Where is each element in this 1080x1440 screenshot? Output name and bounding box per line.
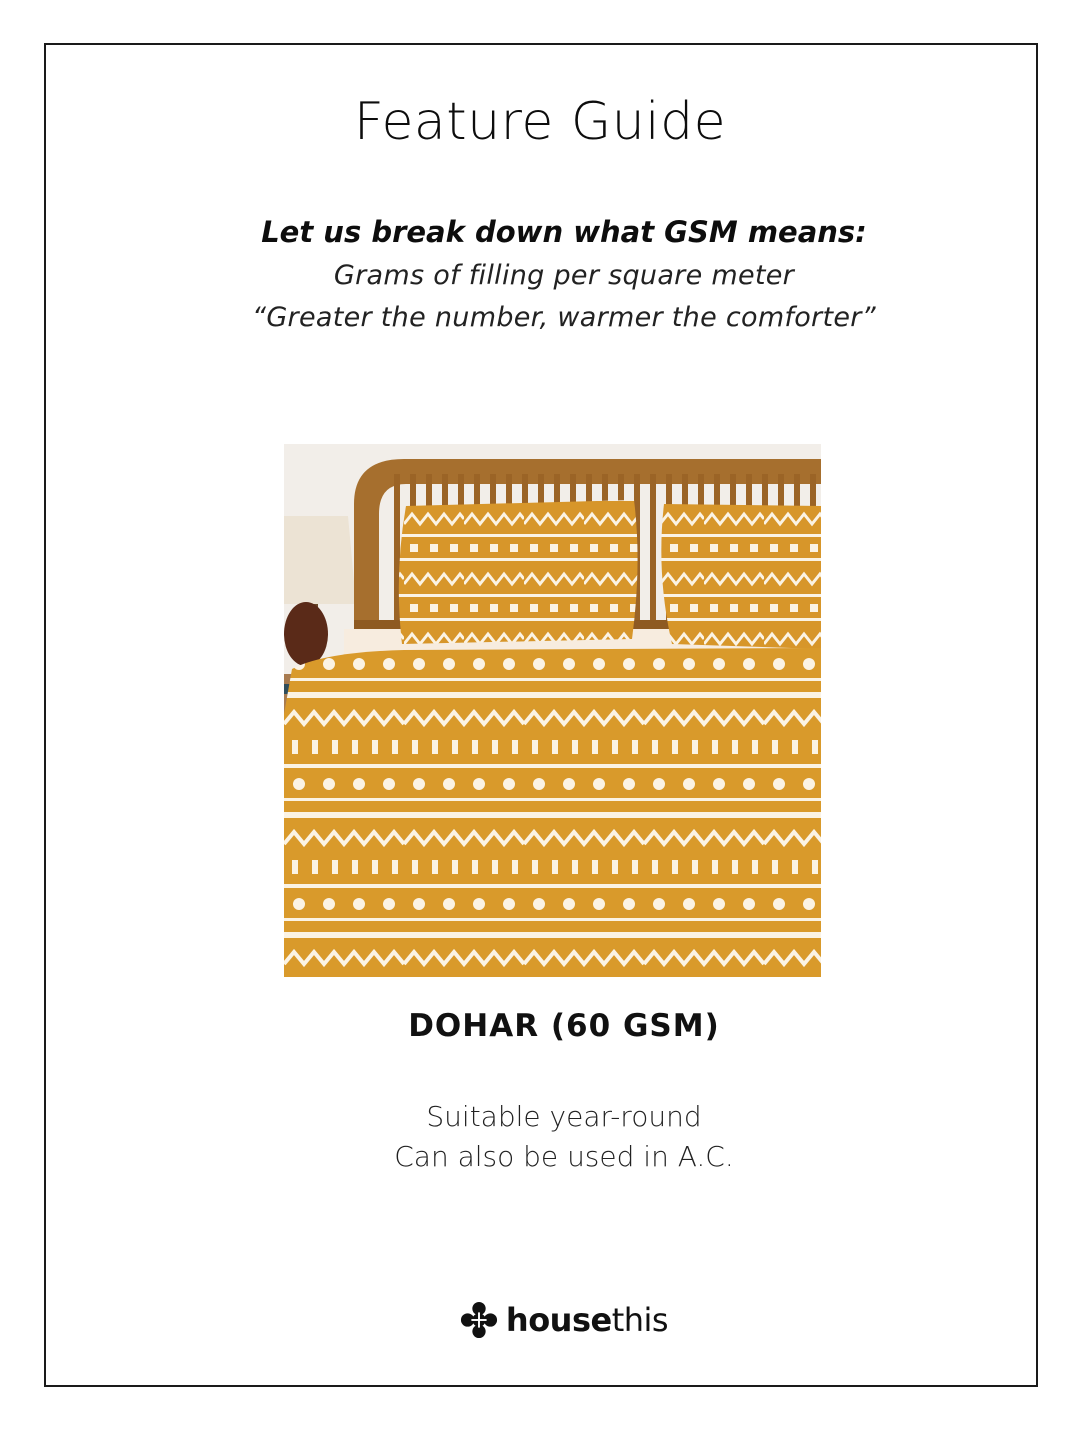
page-title: Feature Guide xyxy=(353,92,727,152)
product-name: DOHAR (60 GSM) xyxy=(408,1008,720,1044)
product-description-line: Suitable year-round xyxy=(426,1100,702,1133)
brand-name-bold: house xyxy=(505,1301,612,1339)
brand-name-light: this xyxy=(611,1301,669,1339)
product-description-line: Can also be used in A.C. xyxy=(394,1140,734,1173)
gsm-heading: Let us break down what GSM means: xyxy=(261,215,867,249)
flower-logo-icon xyxy=(460,1301,498,1339)
brand-name xyxy=(506,1301,668,1339)
brand-logo xyxy=(0,1301,1080,1339)
gsm-definition: Grams of filling per square meter xyxy=(333,260,795,291)
gsm-quote: “Greater the number, warmer the comforter” xyxy=(252,302,876,333)
product-photo xyxy=(284,444,821,977)
